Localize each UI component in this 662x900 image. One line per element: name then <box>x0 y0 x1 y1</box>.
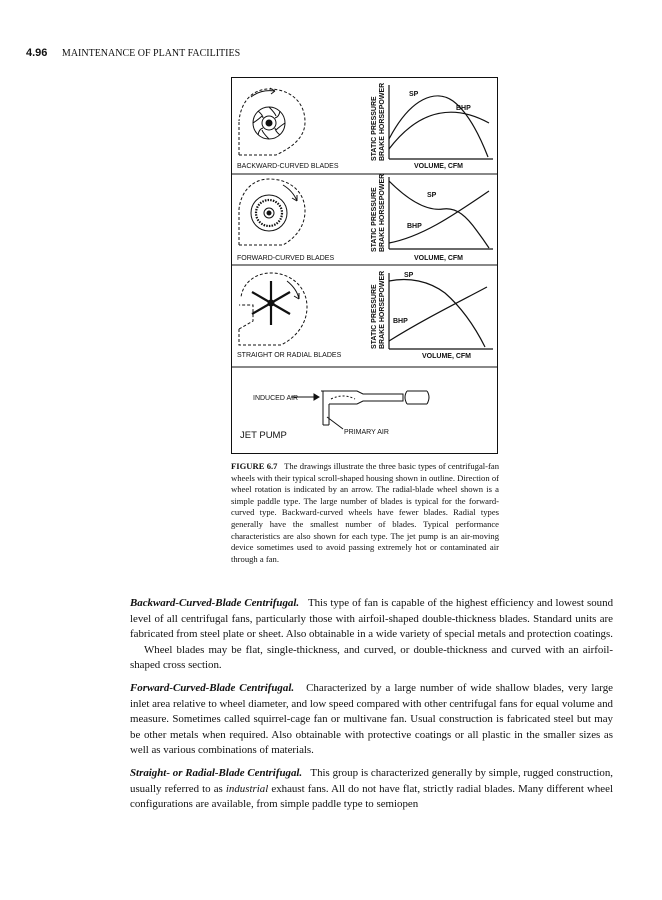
curve-bhp <box>389 287 487 341</box>
running-header <box>26 47 240 59</box>
curve-sp <box>389 181 489 248</box>
curve-sp <box>389 96 488 157</box>
paragraph-forward-curved <box>130 681 613 759</box>
paragraph-text: This group is characterized generally by simple, rugged construction, usually referred to as <box>130 766 613 795</box>
paragraph-text: This type of fan is capable of the highest efficiency and lowest sound level of all centrifugal fans, particularly those with airfoil-shaped double-thickness blades. Standard units are fabricated from steel plate or sheet. Also obtainable in a wide variety of special metals and protection coatings. <box>130 597 614 641</box>
paragraph-text: exhaust fans. All do not have flat, strictly radial blades. Many different wheel configurations are available, from simple paddle type to semiopen <box>130 782 613 811</box>
x-axis-label: VOLUME, CFM <box>414 255 463 262</box>
curve-label-bhp: BHP <box>456 105 471 112</box>
figure-caption <box>231 461 499 565</box>
paragraph-radial <box>130 766 613 813</box>
fan-wheel-forward-curved <box>239 179 305 245</box>
body-text <box>130 596 613 820</box>
panel-label-forward-curved: FORWARD-CURVED BLADES <box>237 255 335 262</box>
label-jet-pump: JET PUMP <box>240 430 287 441</box>
panel-label-backward-curved: BACKWARD-CURVED BLADES <box>237 163 339 170</box>
label-induced-air: INDUCED AIR <box>253 395 299 402</box>
jet-pump-diagram <box>291 391 429 429</box>
fan-wheel-backward-curved <box>239 88 305 155</box>
chart-backward-curved <box>389 85 493 159</box>
paragraph-backward-curved <box>130 596 613 643</box>
italic-term: industrial <box>225 782 269 795</box>
running-title: MAINTENANCE OF PLANT FACILITIES <box>61 48 241 59</box>
fan-wheel-radial <box>239 273 307 345</box>
caption-label: FIGURE 6.7 <box>231 461 278 471</box>
curve-label-sp: SP <box>409 91 419 98</box>
paragraph-wheel-blades <box>130 643 613 674</box>
curve-bhp <box>389 112 489 149</box>
chart-radial <box>389 273 493 349</box>
paragraph-text: Wheel blades may be flat, single-thickness, and curved, or double-thickness and curved with an airfoil-shaped cross section. <box>130 643 613 672</box>
panel-label-radial: STRAIGHT OR RADIAL BLADES <box>237 352 342 359</box>
y-axis-label-static-pressure: STATIC PRESSURE <box>371 96 378 161</box>
y-axis-label-brake-horsepower: BRAKE HORSEPOWER <box>379 82 386 161</box>
y-axis-label-static-pressure: STATIC PRESSURE <box>371 187 378 252</box>
x-axis-label: VOLUME, CFM <box>422 353 471 360</box>
y-axis-label-brake-horsepower: BRAKE HORSEPOWER <box>379 270 386 349</box>
label-primary-air: PRIMARY AIR <box>344 429 389 436</box>
y-axis-label-brake-horsepower: BRAKE HORSEPOWER <box>379 173 386 252</box>
figure-6-7 <box>231 77 498 454</box>
curve-bhp <box>389 191 489 243</box>
paragraph-text: Characterized by a large number of wide shallow blades, very large inlet area relative to wheel diameter, and low speed compared with other centrifugal fans for equal volume and measure. Sometimes called squirrel-cage fan or multivane fan. Usual construction is fabricated steel but may be other metals when required. Also obtainable with protective coatings or all plastic in the smaller sizes as well as various combinations of materials. <box>130 681 613 757</box>
curve-label-bhp: BHP <box>393 318 408 325</box>
heading-radial: Straight- or Radial-Blade Centrifugal. <box>130 766 303 779</box>
heading-backward-curved: Backward-Curved-Blade Centrifugal. <box>130 597 300 609</box>
curve-label-sp: SP <box>404 272 414 279</box>
chart-forward-curved <box>389 177 493 249</box>
y-axis-label-static-pressure: STATIC PRESSURE <box>371 284 378 349</box>
heading-forward-curved: Forward-Curved-Blade Centrifugal. <box>130 681 295 694</box>
x-axis-label: VOLUME, CFM <box>414 163 463 170</box>
page-number: 4.96 <box>26 47 48 59</box>
curve-label-sp: SP <box>427 192 437 199</box>
caption-text: The drawings illustrate the three basic types of centrifugal-fan wheels with their typical scroll-shaped housing shown in outline. Direction of wheel rotation is indicated by an arrow. The radial-blade wheel shown is a simple paddle type. The large number of blades is typical for the forward-curved type. Backward-curved wheels have fewer blades. Radial types generally have the smallest number of blades. Typical performance characteristics are also shown for each type. The jet pump is an air-moving device sometimes used to avoid passing extremely hot or contaminated air through a fan. <box>231 461 499 564</box>
curve-label-bhp: BHP <box>407 223 422 230</box>
